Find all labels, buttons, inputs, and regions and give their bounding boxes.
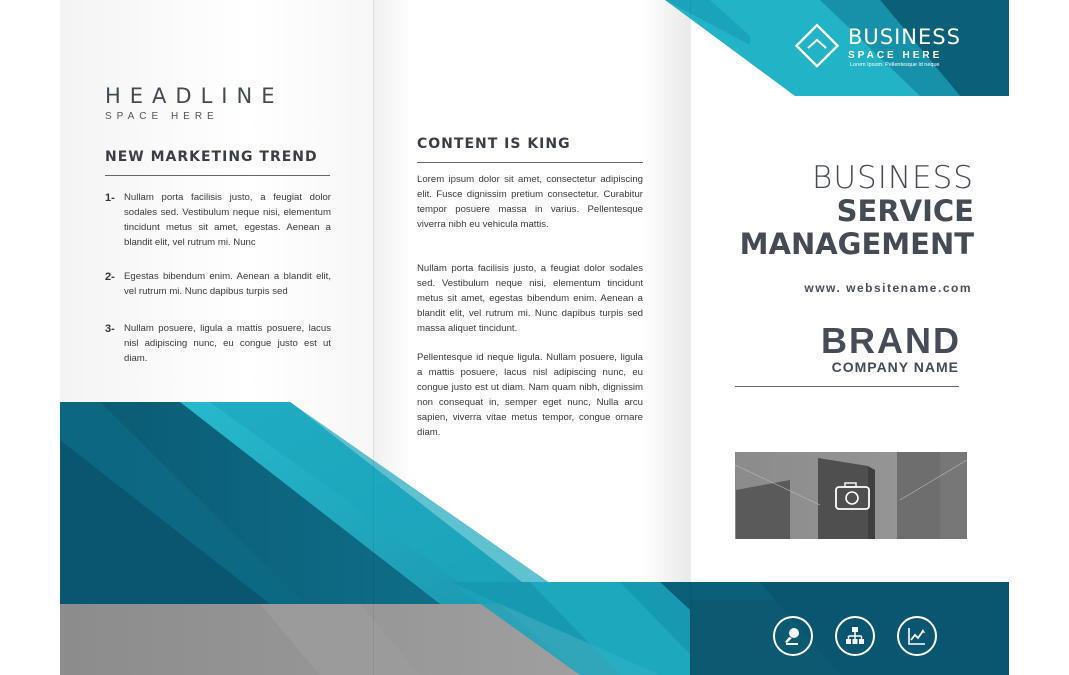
title-management: MANAGEMENT [739,227,974,261]
section-divider [105,175,330,176]
headline-subtitle: SPACE HERE [105,111,219,122]
company-name: COMPANY NAME [831,359,959,375]
list-item-text: Nullam porta facilisis justo, a feugiat dolor sodales sed. Vestibulum neque nisi, elementum tincidunt metus sit amet, egestas. Aenean a blandit elit, vel rutrum mi. Nunc [124,192,331,248]
logo-subtitle: SPACE HERE [848,50,943,61]
list-item-number: 3- [105,323,115,335]
fold-line-1 [373,0,374,675]
list-item-text: Egestas bibendum enim. Aenean a blandit elit, vel rutrum mi. Nunc dapibus turpis sed [124,271,331,297]
brand-name: BRAND [821,320,961,361]
fold-line-2 [690,0,691,675]
list-item-text: Nullam posuere, ligula a mattis posuere, lacus nisl adipiscing nunc, eu congue justo est ut diam. [124,323,331,364]
title-business: BUSINESS [812,160,974,196]
idea-icon [773,616,813,656]
website-url: www. websitename.com [804,281,972,295]
brand-divider [735,386,959,387]
section-divider [417,162,643,163]
growth-chart-icon [897,616,937,656]
paragraph-3: Pellentesque id neque ligula. Nullam posuere, ligula a mattis posuere, lacus nisl adipiscing nunc, eu congue justo est ut diam. Nam quam nibh, dignissim non consequat in, semper eget nunc, Nulla arcu sapien, viverra vitae metus tempor, congue ornare diam. [417,352,643,438]
list-item-number: 2- [105,271,115,283]
building-photo [735,452,967,539]
logo-title: BUSINESS [848,25,961,49]
headline: HEADLINE [105,84,284,108]
section-title-marketing: NEW MARKETING TREND [105,149,318,165]
org-chart-icon [835,616,875,656]
paragraph-2: Nullam porta facilisis justo, a feugiat dolor sodales sed. Vestibulum neque nisi, elementum tincidunt metus sit amet, egestas bibendum enim. Aenean a blandit elit, vel rutrum mi. Nunc dapibus turpis sed massa aliquet tincidunt. [417,263,643,334]
trifold-brochure [60,0,1009,675]
section-title-content: CONTENT IS KING [417,136,571,152]
list-item-number: 1- [105,192,115,204]
title-service: SERVICE [836,194,974,228]
logo-tagline: Lorem Ipsum. Pellentesque id neque [850,62,940,68]
paragraph-1: Lorem ipsum dolor sit amet, consectetur adipiscing elit. Fusce dignissim pretium consectetur. Curabitur tempor posuere massa in varius. Pellentesque viverra nibh eu vehicula mattis. [417,174,643,230]
